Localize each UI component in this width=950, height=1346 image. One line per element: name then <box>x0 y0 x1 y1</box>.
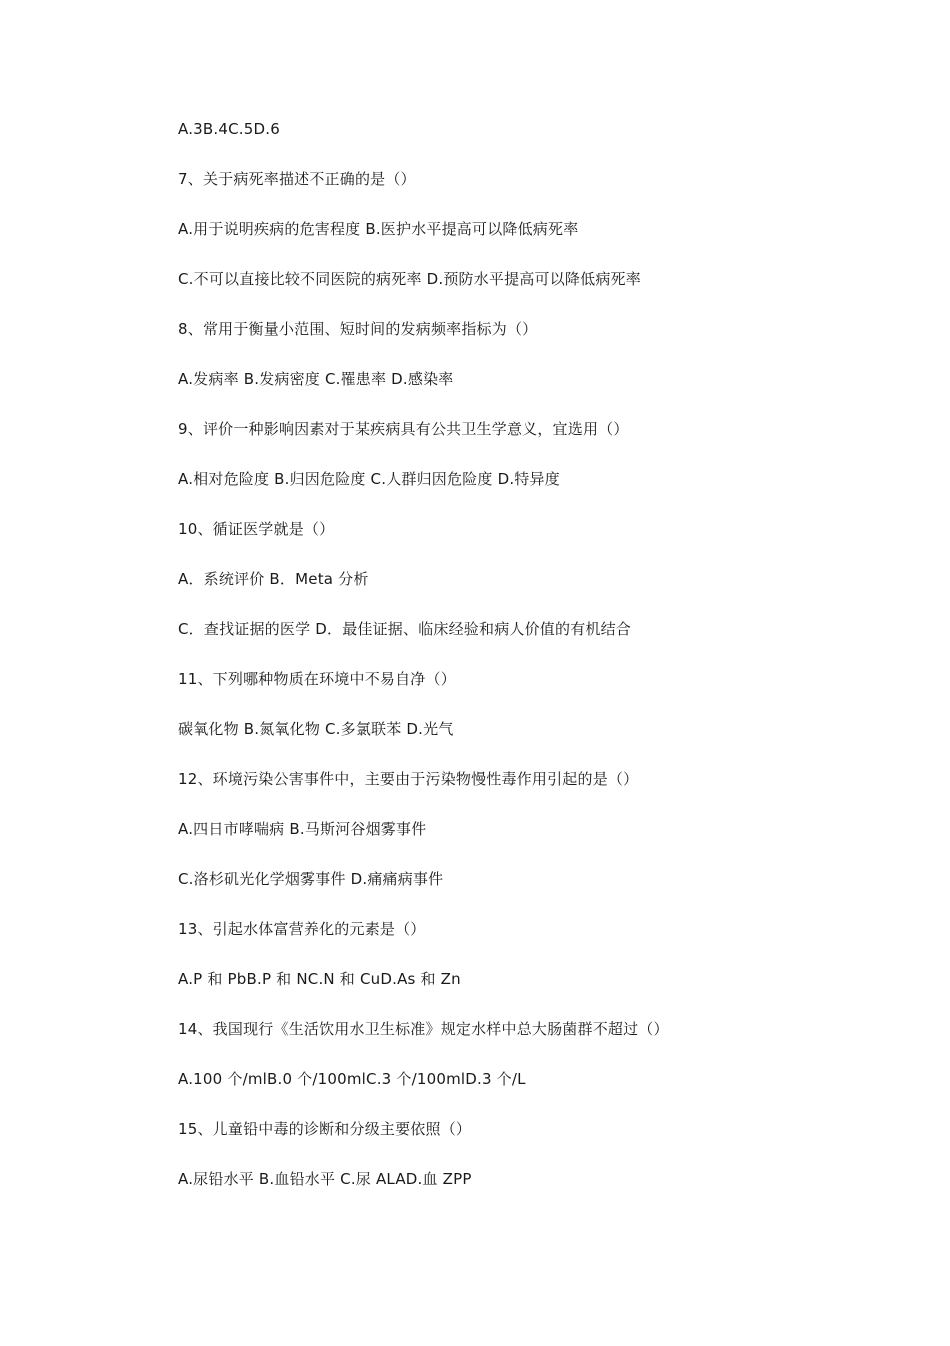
question-12: 12、环境污染公害事件中，主要由于污染物慢性毒作用引起的是（） <box>178 770 639 788</box>
answer-options-q10-ab: A．系统评价 B．Meta 分析 <box>178 570 369 588</box>
question-9: 9、评价一种影响因素对于某疾病具有公共卫生学意义，宜选用（） <box>178 420 629 438</box>
answer-options-q12-ab: A.四日市哮喘病 B.马斯河谷烟雾事件 <box>178 820 427 838</box>
answer-options-q12-cd: C.洛杉矶光化学烟雾事件 D.痛痛病事件 <box>178 870 444 888</box>
answer-options-q8: A.发病率 B.发病密度 C.罹患率 D.感染率 <box>178 370 454 388</box>
answer-options-q6: A.3B.4C.5D.6 <box>178 120 280 138</box>
question-11: 11、下列哪种物质在环境中不易自净（） <box>178 670 456 688</box>
document-body <box>178 117 878 1217</box>
question-10: 10、循证医学就是（） <box>178 520 335 538</box>
answer-options-q7-ab: A.用于说明疾病的危害程度 B.医护水平提高可以降低病死率 <box>178 220 579 238</box>
answer-options-q14: A.100 个/mlB.0 个/100mlC.3 个/100mlD.3 个/L <box>178 1070 526 1088</box>
question-14: 14、我国现行《生活饮用水卫生标准》规定水样中总大肠菌群不超过（） <box>178 1020 669 1038</box>
answer-options-q9: A.相对危险度 B.归因危险度 C.人群归因危险度 D.特异度 <box>178 470 560 488</box>
answer-options-q7-cd: C.不可以直接比较不同医院的病死率 D.预防水平提高可以降低病死率 <box>178 270 641 288</box>
question-15: 15、儿童铅中毒的诊断和分级主要依照（） <box>178 1120 472 1138</box>
answer-options-q11: 碳氧化物 B.氮氧化物 C.多氯联苯 D.光气 <box>178 720 454 738</box>
answer-options-q13: A.P 和 PbB.P 和 NC.N 和 CuD.As 和 Zn <box>178 970 461 988</box>
question-13: 13、引起水体富营养化的元素是（） <box>178 920 426 938</box>
answer-options-q10-cd: C．查找证据的医学 D．最佳证据、临床经验和病人价值的有机结合 <box>178 620 631 638</box>
answer-options-q15: A.尿铅水平 B.血铅水平 C.尿 ALAD.血 ZPP <box>178 1170 472 1188</box>
question-7: 7、关于病死率描述不正确的是（） <box>178 170 416 188</box>
question-8: 8、常用于衡量小范围、短时间的发病频率指标为（） <box>178 320 538 338</box>
